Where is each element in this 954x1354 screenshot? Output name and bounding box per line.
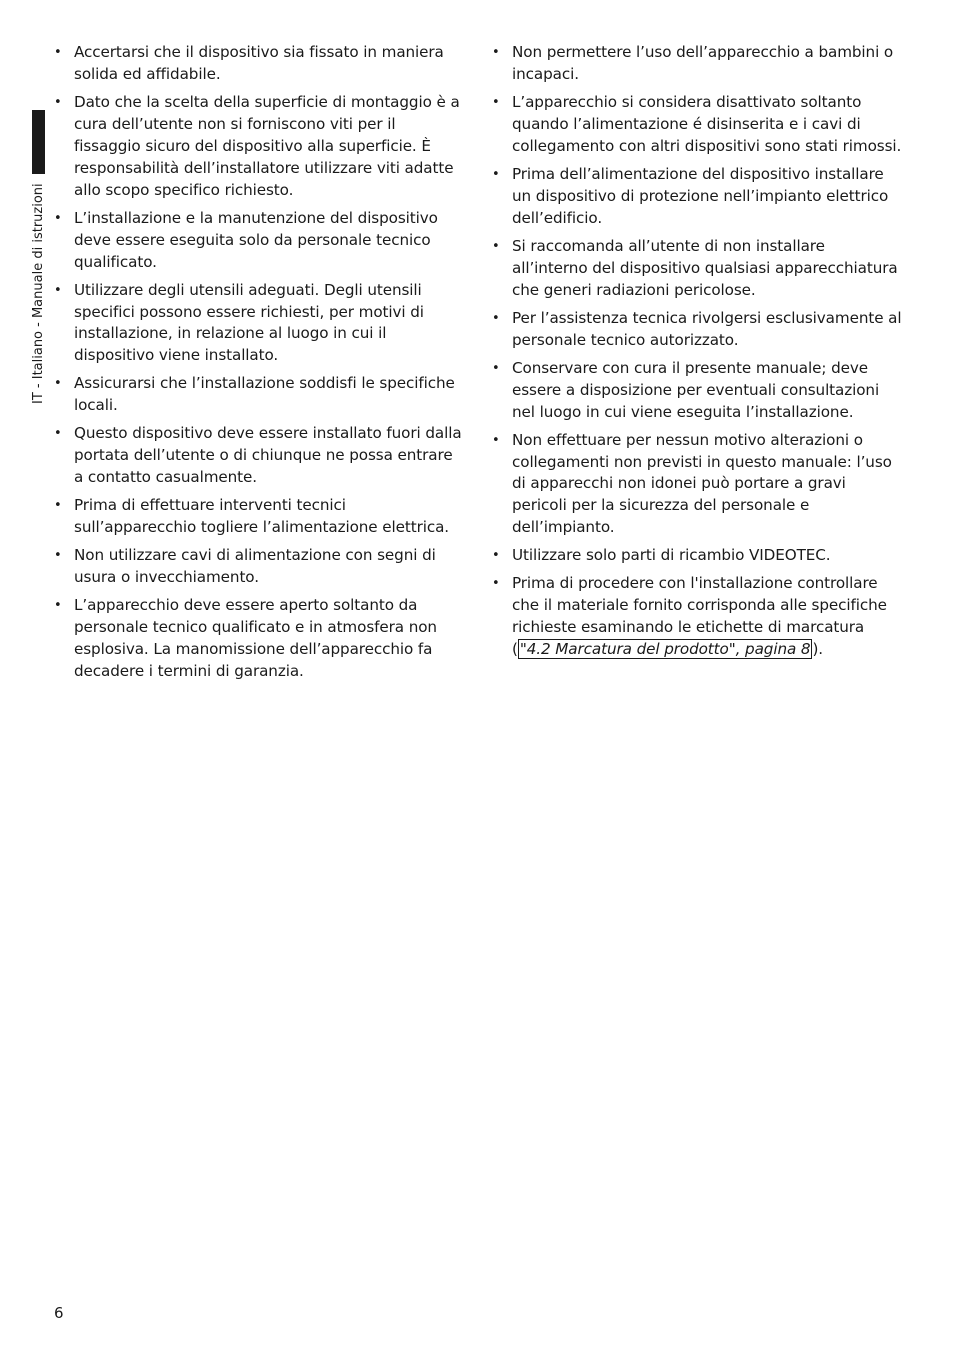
list-item: • Dato che la scelta della superficie di montaggio è a cura dell’utente non si forniscono viti per il fissaggio sicuro del dispositivo alla superficie. È responsabilità dell’installatore utilizzare viti adatte allo scopo specifico richiesto.	[54, 93, 460, 199]
bullet-icon: •	[54, 498, 62, 514]
bullet-icon: •	[54, 45, 62, 60]
list-item: • Utilizzare solo parti di ricambio VIDEOTEC.	[512, 545, 904, 567]
side-tab-label: IT - Italiano - Manuale di istruzioni	[31, 183, 46, 404]
list-item: • Prima di procedere con l'installazione controllare che il materiale fornito corrisponda alle specifiche richieste esaminando le etichette di marcatura ( "4.2 Marcatura del prodotto", pagina 8 ).	[492, 574, 887, 659]
bullet-icon: •	[492, 576, 500, 592]
bullet-icon: •	[492, 95, 500, 110]
list-item: • Non utilizzare cavi di alimentazione con segni di usura o invecchiamento.	[54, 546, 436, 587]
list-item: • Si raccomanda all’utente di non installare all’interno del dispositivo qualsiasi apparecchiatura che generi radiazioni pericolose.	[492, 236, 898, 299]
bullet-icon: •	[492, 360, 500, 376]
side-tab-marker	[32, 110, 45, 174]
list-item: • Conservare con cura il presente manuale; deve essere a disposizione per eventuali consultazioni nel luogo in cui viene eseguita l’installazione.	[492, 358, 880, 421]
bullet-icon: •	[492, 548, 500, 564]
list-item: • L’apparecchio si considera disattivato soltanto quando l’alimentazione é disinserita e i cavi di collegamento con altri dispositivi sono stati rimossi.	[492, 93, 902, 155]
list-item: • Prima di effettuare interventi tecnici sull’apparecchio togliere l’alimentazione elettrica.	[54, 496, 450, 537]
list-item: • Non effettuare per nessun motivo alterazioni o collegamenti non previsti in questo manuale: l’uso di apparecchi non idonei può portare a gravi pericoli per la sicurezza del personale e dell’impianto.	[492, 430, 892, 537]
left-column	[54, 42, 466, 689]
list-item: • Utilizzare degli utensili adeguati. Degli utensili specifici possono essere richiesti, per motivi di installazione, in relazione al luogo in cui il dispositivo viene installato.	[54, 280, 424, 365]
bullet-icon: •	[492, 432, 500, 448]
bullet-icon: •	[492, 45, 500, 60]
list-item: • L’apparecchio deve essere aperto soltanto da personale tecnico qualificato e in atmosfera non esplosiva. La manomissione dell’apparecchio fa decadere i termini di garanzia.	[54, 596, 437, 681]
bullet-icon: •	[492, 310, 500, 326]
bullet-icon: •	[54, 95, 62, 110]
list-item: • L’installazione e la manutenzione del dispositivo deve essere eseguita solo da personale tecnico qualificato.	[54, 208, 438, 271]
page-number: 6	[54, 1304, 64, 1322]
bullet-icon: •	[54, 376, 62, 392]
list-item: • Assicurarsi che l’installazione soddisfi le specifiche locali.	[54, 374, 455, 415]
bullet-icon: •	[492, 238, 500, 254]
list-item: • Accertarsi che il dispositivo sia fissato in maniera solida ed affidabile.	[54, 43, 444, 83]
bullet-icon: •	[54, 426, 62, 442]
bullet-icon: •	[54, 282, 62, 298]
list-item: • Non permettere l’uso dell’apparecchio a bambini o incapaci.	[492, 43, 894, 83]
right-column	[492, 42, 904, 667]
list-item: • Prima dell’alimentazione del dispositivo installare un dispositivo di protezione nell’impianto elettrico dell’edificio.	[492, 164, 889, 227]
cross-reference-link[interactable]: "4.2 Marcatura del prodotto", pagina 8	[519, 640, 811, 659]
bullet-icon: •	[54, 548, 62, 564]
right-bullet-list	[492, 42, 904, 661]
bullet-icon: •	[492, 166, 500, 182]
list-item: • Per l’assistenza tecnica rivolgersi esclusivamente al personale tecnico autorizzato.	[492, 308, 902, 349]
bullet-icon: •	[54, 598, 62, 614]
list-item: • Questo dispositivo deve essere installato fuori dalla portata dell’utente o di chiunque ne possa entrare a contatto casualmente.	[54, 424, 462, 487]
bullet-icon: •	[54, 210, 62, 226]
left-bullet-list	[54, 42, 466, 683]
